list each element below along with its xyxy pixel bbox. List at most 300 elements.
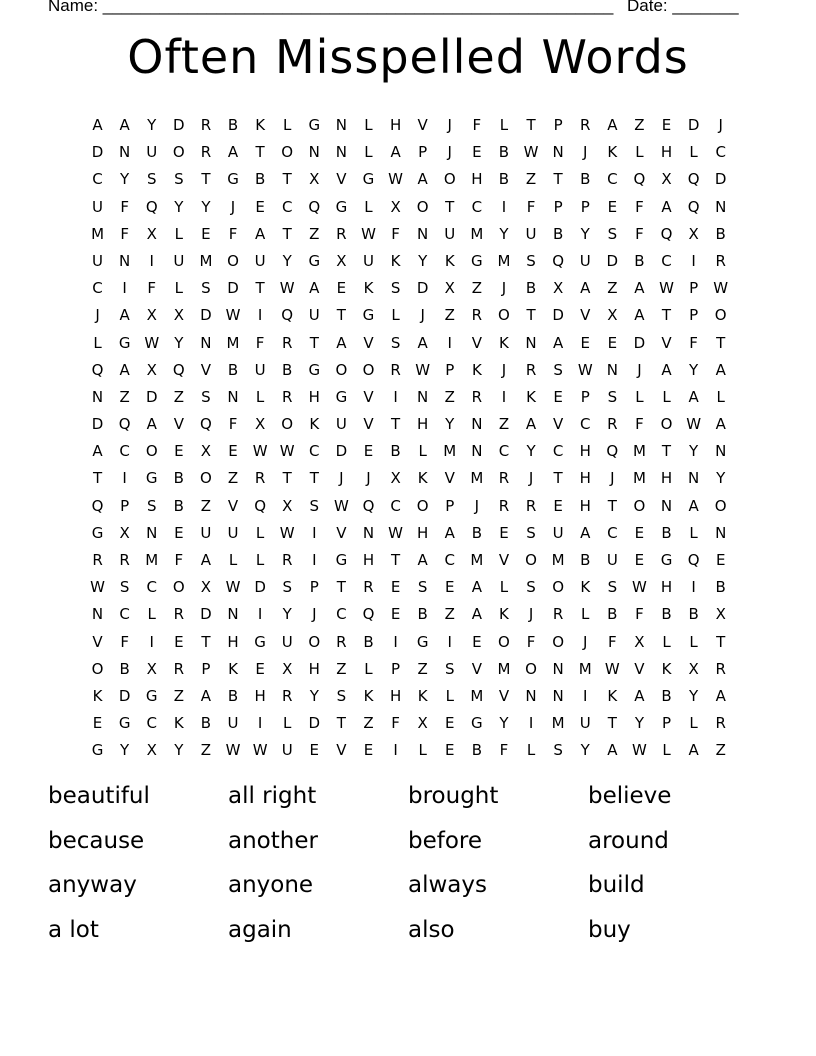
- grid-letter: F: [635, 224, 644, 243]
- grid-letter: R: [336, 224, 347, 243]
- grid-letter: X: [336, 251, 347, 270]
- grid-letter: N: [715, 197, 727, 216]
- grid-letter: L: [526, 741, 536, 760]
- grid-row: [84, 737, 734, 764]
- grid-letter: R: [607, 415, 618, 434]
- grid-letter: R: [390, 360, 401, 379]
- grid-letter: L: [364, 143, 373, 162]
- grid-letter: A: [661, 360, 672, 379]
- grid-letter: K: [580, 578, 591, 597]
- grid-letter: T: [526, 306, 536, 325]
- grid-letter: J: [528, 605, 534, 624]
- grid-letter: O: [633, 496, 646, 515]
- grid-letter: T: [282, 469, 292, 488]
- grid-letter: F: [635, 605, 644, 624]
- grid-letter: V: [336, 170, 347, 189]
- grid-letter: Y: [174, 333, 184, 352]
- grid-letter: U: [92, 197, 104, 216]
- grid-letter: A: [688, 741, 699, 760]
- grid-letter: S: [417, 578, 428, 597]
- grid-letter: X: [553, 279, 564, 298]
- grid-row: [84, 656, 734, 683]
- grid-letter: Q: [118, 415, 131, 434]
- grid-letter: T: [445, 197, 455, 216]
- grid-letter: G: [308, 116, 321, 134]
- grid-letter: R: [281, 686, 293, 705]
- grid-letter: J: [610, 469, 615, 488]
- grid-letter: Z: [607, 279, 618, 298]
- grid-letter: L: [689, 714, 698, 733]
- grid-letter: W: [144, 333, 160, 352]
- grid-letter: U: [281, 741, 293, 760]
- grid-letter: F: [472, 116, 482, 134]
- grid-letter: Z: [498, 415, 510, 434]
- grid-letter: W: [577, 360, 593, 379]
- grid-letter: C: [309, 442, 320, 461]
- grid-letter: E: [363, 442, 374, 461]
- grid-letter: N: [335, 143, 347, 162]
- grid-letter: S: [526, 523, 536, 542]
- grid-letter: N: [417, 224, 429, 243]
- grid-letter: S: [201, 279, 211, 298]
- grid-letter: I: [393, 632, 398, 651]
- grid-letter: L: [662, 632, 671, 651]
- grid-letter: T: [92, 469, 103, 488]
- grid-letter: X: [146, 741, 157, 760]
- grid-letter: I: [312, 523, 317, 542]
- grid-letter: P: [391, 659, 401, 678]
- grid-letter: Q: [362, 605, 375, 624]
- grid-letter: F: [174, 551, 184, 569]
- word-bank-item: anyone: [228, 872, 314, 898]
- grid-letter: E: [472, 143, 482, 162]
- grid-letter: D: [633, 333, 646, 352]
- grid-letter: L: [364, 659, 373, 678]
- grid-letter: M: [470, 686, 484, 705]
- grid-letter: Z: [119, 387, 130, 406]
- word-bank-item: beautiful: [48, 783, 150, 809]
- grid-letter: T: [553, 170, 563, 189]
- grid-letter: Y: [418, 251, 428, 270]
- grid-letter: R: [715, 714, 726, 733]
- grid-letter: S: [390, 333, 401, 352]
- grid-letter: I: [122, 279, 127, 298]
- grid-letter: E: [607, 333, 618, 352]
- grid-letter: J: [312, 605, 317, 624]
- grid-letter: B: [634, 251, 645, 270]
- grid-letter: B: [688, 605, 699, 624]
- grid-letter: Q: [687, 197, 700, 216]
- grid-letter: Y: [689, 686, 699, 705]
- grid-letter: U: [227, 523, 239, 542]
- grid-letter: P: [309, 578, 319, 597]
- grid-letter: C: [390, 496, 401, 515]
- grid-letter: V: [227, 496, 239, 515]
- grid-letter: U: [335, 415, 347, 434]
- grid-letter: Z: [173, 387, 184, 406]
- grid-letter: B: [498, 143, 510, 162]
- grid-letter: X: [607, 306, 618, 325]
- grid-letter: Y: [309, 686, 319, 705]
- grid-letter: I: [257, 714, 263, 733]
- grid-letter: D: [200, 605, 212, 624]
- grid-row: [84, 629, 734, 656]
- grid-letter: K: [228, 659, 238, 678]
- grid-letter: X: [173, 306, 184, 325]
- grid-letter: R: [715, 251, 726, 270]
- grid-letter: J: [230, 197, 236, 216]
- grid-letter: D: [91, 415, 104, 434]
- grid-letter: K: [363, 279, 374, 298]
- grid-letter: E: [553, 496, 563, 515]
- grid-letter: B: [661, 605, 672, 624]
- grid-letter: N: [200, 333, 212, 352]
- grid-letter: B: [254, 170, 266, 189]
- grid-letter: N: [606, 360, 618, 379]
- grid-letter: T: [255, 279, 265, 298]
- grid-letter: G: [308, 360, 321, 379]
- grid-row: [84, 683, 734, 710]
- grid-letter: X: [715, 605, 726, 624]
- grid-letter: L: [635, 387, 644, 406]
- grid-letter: A: [417, 333, 428, 352]
- grid-letter: P: [445, 496, 455, 515]
- grid-letter: A: [309, 279, 320, 298]
- grid-letter: D: [416, 279, 429, 298]
- grid-letter: E: [580, 333, 590, 352]
- grid-letter: F: [635, 197, 644, 216]
- grid-letter: B: [607, 605, 618, 624]
- grid-letter: U: [606, 551, 618, 569]
- grid-letter: I: [447, 632, 452, 651]
- grid-letter: E: [255, 197, 265, 216]
- grid-letter: G: [91, 523, 104, 542]
- grid-letter: J: [501, 279, 507, 298]
- grid-letter: I: [257, 605, 263, 624]
- word-bank-item: again: [228, 916, 292, 943]
- word-bank-item: build: [588, 872, 645, 898]
- grid-letter: S: [526, 578, 536, 597]
- grid-letter: O: [498, 306, 510, 325]
- grid-letter: U: [552, 523, 564, 542]
- grid-letter: U: [173, 251, 185, 270]
- grid-letter: H: [389, 116, 402, 134]
- grid-letter: L: [662, 741, 671, 760]
- grid-letter: X: [254, 415, 266, 434]
- grid-letter: L: [255, 387, 265, 406]
- grid-letter: B: [661, 523, 672, 542]
- grid-letter: G: [335, 197, 348, 216]
- grid-letter: M: [443, 442, 457, 461]
- grid-letter: G: [471, 251, 483, 270]
- grid-letter: W: [388, 523, 403, 542]
- grid-letter: S: [553, 360, 563, 379]
- word-bank-item: all right: [228, 783, 317, 809]
- grid-letter: R: [580, 116, 591, 134]
- grid-letter: O: [281, 415, 294, 434]
- grid-letter: J: [718, 116, 723, 134]
- grid-letter: A: [607, 116, 618, 134]
- grid-letter: H: [308, 387, 320, 406]
- grid-letter: Q: [606, 442, 619, 461]
- grid-letter: K: [173, 714, 184, 733]
- grid-letter: F: [228, 224, 238, 243]
- grid-letter: G: [416, 632, 429, 651]
- grid-letter: L: [581, 605, 590, 624]
- grid-letter: C: [119, 442, 130, 461]
- grid-letter: E: [255, 659, 265, 678]
- grid-letter: T: [336, 578, 346, 597]
- grid-letter: G: [145, 469, 158, 488]
- grid-letter: Q: [552, 251, 565, 270]
- grid-letter: W: [632, 578, 647, 597]
- grid-letter: T: [201, 170, 211, 189]
- grid-letter: L: [689, 632, 698, 651]
- grid-letter: A: [688, 387, 699, 406]
- grid-letter: N: [91, 605, 104, 624]
- grid-letter: E: [634, 551, 645, 569]
- grid-letter: S: [174, 170, 184, 189]
- grid-letter: L: [635, 143, 644, 162]
- grid-letter: Z: [200, 496, 212, 515]
- grid-letter: T: [716, 632, 726, 651]
- grid-letter: V: [336, 741, 347, 760]
- grid-letter: Z: [471, 279, 482, 298]
- grid-letter: D: [254, 578, 266, 597]
- grid-letter: A: [471, 605, 482, 624]
- grid-letter: V: [498, 686, 510, 705]
- grid-letter: U: [227, 714, 239, 733]
- grid-letter: O: [416, 496, 429, 515]
- grid-letter: F: [635, 415, 644, 434]
- grid-letter: V: [363, 387, 374, 406]
- grid-letter: Q: [254, 496, 267, 515]
- grid-letter: Q: [687, 551, 700, 569]
- grid-letter: X: [390, 197, 401, 216]
- grid-letter: L: [364, 116, 373, 134]
- grid-letter: D: [552, 306, 564, 325]
- grid-letter: E: [445, 714, 455, 733]
- grid-letter: O: [660, 415, 673, 434]
- grid-letter: U: [444, 224, 456, 243]
- grid-letter: R: [92, 551, 103, 569]
- word-bank-item: before: [408, 827, 483, 854]
- grid-letter: F: [391, 714, 400, 733]
- grid-letter: A: [92, 116, 103, 134]
- grid-letter: D: [91, 143, 104, 162]
- grid-letter: N: [119, 251, 131, 270]
- grid-letter: A: [119, 116, 130, 134]
- grid-letter: Y: [282, 251, 292, 270]
- grid-letter: K: [499, 605, 509, 624]
- grid-row: [84, 411, 734, 438]
- grid-row: [84, 520, 734, 547]
- grid-letter: O: [552, 578, 565, 597]
- word-bank-item: also: [408, 916, 455, 943]
- grid-letter: M: [578, 659, 592, 678]
- grid-letter: T: [282, 170, 292, 189]
- grid-letter: P: [120, 496, 130, 515]
- grid-letter: S: [607, 578, 618, 597]
- grid-letter: S: [390, 279, 401, 298]
- grid-letter: H: [308, 659, 320, 678]
- grid-letter: Y: [526, 442, 536, 461]
- grid-row: [84, 710, 734, 737]
- grid-letter: B: [227, 116, 239, 134]
- name-field-line: Name: ______________________________________________________: [48, 0, 614, 15]
- word-bank-item: because: [48, 827, 145, 854]
- grid-letter: Y: [201, 197, 211, 216]
- grid-letter: B: [471, 523, 482, 542]
- grid-letter: F: [120, 632, 129, 651]
- grid-letter: U: [281, 632, 293, 651]
- grid-letter: V: [661, 333, 672, 352]
- grid-letter: X: [417, 714, 428, 733]
- grid-letter: H: [660, 469, 673, 488]
- grid-letter: E: [390, 578, 401, 597]
- grid-letter: A: [580, 279, 591, 298]
- grid-row: [84, 139, 734, 166]
- grid-letter: L: [662, 387, 671, 406]
- grid-letter: Z: [227, 469, 239, 488]
- grid-letter: Y: [689, 360, 699, 379]
- grid-letter: I: [583, 686, 588, 705]
- grid-letter: E: [445, 578, 455, 597]
- grid-letter: L: [147, 605, 156, 624]
- grid-letter: Q: [200, 415, 212, 434]
- grid-letter: R: [525, 360, 537, 379]
- grid-letter: F: [689, 333, 698, 352]
- grid-letter: W: [90, 578, 105, 597]
- grid-letter: T: [336, 714, 346, 733]
- grid-letter: G: [227, 170, 239, 189]
- grid-letter: L: [418, 741, 427, 760]
- grid-letter: Y: [147, 116, 157, 134]
- grid-letter: X: [688, 224, 699, 243]
- grid-letter: P: [201, 659, 211, 678]
- grid-row: [84, 221, 734, 248]
- grid-letter: Y: [445, 415, 455, 434]
- word-bank-item: always: [408, 872, 487, 898]
- grid-letter: W: [523, 143, 539, 162]
- grid-row: [84, 302, 734, 329]
- grid-letter: Z: [525, 170, 537, 189]
- grid-letter: H: [660, 143, 673, 162]
- grid-letter: O: [145, 442, 158, 461]
- grid-letter: X: [146, 306, 157, 325]
- grid-letter: N: [552, 143, 564, 162]
- grid-letter: H: [362, 551, 375, 569]
- grid-letter: U: [362, 251, 374, 270]
- grid-letter: C: [92, 170, 103, 189]
- grid-letter: N: [227, 605, 239, 624]
- grid-letter: V: [471, 333, 482, 352]
- grid-letter: O: [227, 251, 239, 270]
- word-bank-item: a lot: [48, 916, 99, 943]
- grid-letter: T: [201, 632, 211, 651]
- grid-letter: R: [281, 387, 293, 406]
- grid-letter: L: [499, 116, 509, 134]
- grid-letter: T: [309, 333, 319, 352]
- grid-letter: W: [361, 224, 376, 243]
- grid-letter: G: [362, 170, 375, 189]
- grid-letter: R: [471, 387, 483, 406]
- grid-letter: J: [583, 143, 588, 162]
- grid-letter: B: [498, 170, 510, 189]
- grid-letter: O: [281, 143, 294, 162]
- grid-letter: H: [579, 442, 591, 461]
- grid-letter: P: [661, 714, 672, 733]
- grid-letter: X: [119, 523, 130, 542]
- grid-letter: F: [391, 224, 400, 243]
- grid-letter: U: [200, 523, 212, 542]
- grid-letter: C: [498, 442, 510, 461]
- grid-letter: F: [120, 197, 129, 216]
- grid-letter: B: [715, 578, 726, 597]
- grid-letter: L: [174, 224, 183, 243]
- grid-letter: S: [146, 496, 157, 515]
- grid-letter: L: [689, 523, 698, 542]
- grid-letter: E: [174, 632, 184, 651]
- grid-letter: S: [201, 387, 211, 406]
- grid-letter: E: [390, 605, 401, 624]
- grid-letter: W: [333, 496, 349, 515]
- grid-letter: B: [173, 469, 184, 488]
- grid-letter: Y: [580, 224, 590, 243]
- grid-letter: V: [363, 333, 374, 352]
- grid-letter: T: [716, 333, 726, 352]
- grid-letter: I: [149, 251, 154, 270]
- grid-letter: Y: [716, 469, 726, 488]
- grid-letter: S: [336, 686, 347, 705]
- grid-letter: F: [228, 415, 238, 434]
- grid-letter: K: [92, 686, 103, 705]
- grid-letter: X: [634, 632, 645, 651]
- grid-letter: A: [661, 197, 672, 216]
- grid-letter: S: [282, 578, 292, 597]
- grid-letter: V: [471, 659, 482, 678]
- grid-letter: Y: [282, 605, 292, 624]
- grid-letter: Y: [120, 170, 130, 189]
- grid-letter: E: [661, 116, 672, 134]
- grid-letter: D: [335, 442, 348, 461]
- grid-letter: N: [417, 387, 429, 406]
- grid-letter: R: [281, 333, 293, 352]
- grid-letter: A: [254, 224, 266, 243]
- grid-letter: Z: [336, 659, 347, 678]
- grid-row: [84, 248, 734, 275]
- grid-letter: V: [417, 116, 428, 134]
- grid-letter: C: [607, 523, 618, 542]
- grid-letter: X: [146, 659, 157, 678]
- grid-letter: K: [526, 387, 536, 406]
- grid-letter: U: [525, 224, 537, 243]
- grid-letter: K: [661, 659, 672, 678]
- grid-letter: C: [715, 143, 726, 162]
- grid-letter: N: [715, 523, 727, 542]
- word-bank: [48, 778, 768, 956]
- grid-letter: I: [691, 251, 696, 270]
- grid-letter: W: [604, 659, 620, 678]
- grid-row: [84, 275, 734, 302]
- grid-letter: Q: [660, 224, 673, 243]
- grid-letter: Y: [499, 714, 509, 733]
- grid-letter: G: [471, 714, 483, 733]
- grid-letter: I: [312, 551, 317, 569]
- grid-letter: M: [497, 659, 511, 678]
- grid-letter: B: [580, 551, 591, 569]
- grid-letter: Z: [715, 741, 726, 760]
